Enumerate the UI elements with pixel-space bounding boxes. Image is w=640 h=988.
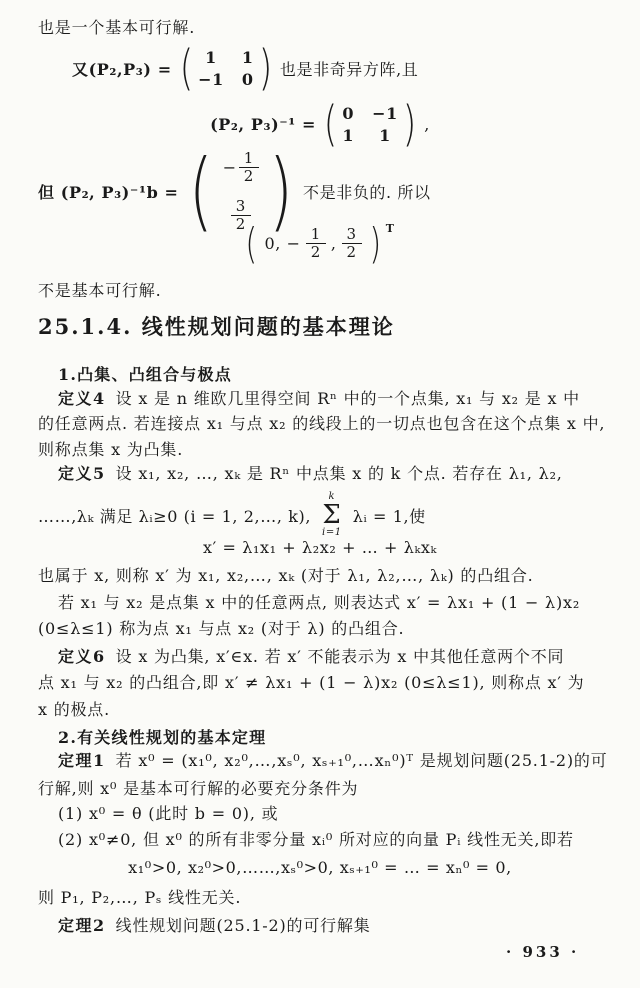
equation-lhs: 又(P₂,P₃) = — [72, 60, 172, 79]
paragraph-not-basic: 不是基本可行解. — [38, 281, 162, 300]
combo-paragraph-line-1: 若 x₁ 与 x₂ 是点集 x 中的任意两点, 则表达式 x′ = λx₁ + (1 − λ)x₂ — [58, 593, 581, 612]
definition-5-line-1 — [58, 464, 563, 484]
definition-5-line-3: 也属于 x, 则称 x′ 为 x₁, x₂,…, xₖ (对于 λ₁, λ₂,…, λₖ) 的凸组合. — [38, 566, 534, 585]
definition-4-label: 定义4 — [58, 389, 106, 408]
equation-lhs: 但 (P₂, P₃)⁻¹b = — [38, 183, 179, 202]
matrix-cell: 1 — [342, 126, 355, 145]
left-paren: ( — [179, 40, 194, 97]
equation-inverse-matrix — [0, 96, 640, 153]
matrix-2x2 — [177, 40, 275, 97]
tuple-text: 0, − — [264, 234, 301, 254]
matrix-cell: 1 — [241, 48, 254, 67]
fraction-numerator: 3 — [342, 226, 362, 244]
equation-text: x′ = λ₁x₁ + λ₂x₂ + … + λₖxₖ — [203, 538, 437, 557]
definition-6-text: 设 x 为凸集, x′∈x. 若 x′ 不能表示为 x 中其他任意两个不同 — [115, 647, 565, 666]
fraction-denominator: 2 — [310, 243, 321, 262]
definition-4-line-1 — [58, 389, 580, 409]
definition-4-text: 设 x 是 n 维欧几里得空间 Rⁿ 中的一个点集, x₁ 与 x₂ 是 x 中 — [115, 389, 580, 408]
fraction-denominator: 2 — [235, 214, 246, 233]
theorem-1-text: 若 x⁰ = (x₁⁰, x₂⁰,…,xₛ⁰, xₛ₊₁⁰,…xₙ⁰)ᵀ 是规划问题(25.1-2)的可 — [115, 751, 608, 770]
definition-5-text: 设 x₁, x₂, …, xₖ 是 Rⁿ 中点集 x 的 k 个点. 若存在 λ₁, λ₂, — [115, 464, 563, 483]
fraction-numerator: 1 — [239, 150, 259, 168]
theorem-1-item-1: (1) x⁰ = θ (此时 b = 0), 或 — [58, 804, 279, 823]
equation-after: 也是非奇异方阵,且 — [279, 60, 419, 79]
definition-5-label: 定义5 — [58, 464, 106, 483]
theorem-2-text: 线性规划问题(25.1-2)的可行解集 — [115, 916, 371, 935]
page-number: · 933 · — [506, 943, 580, 961]
matrix-cell: 0 — [241, 70, 254, 89]
matrix-cell: 0 — [342, 104, 355, 123]
matrix-cell: 1 — [205, 48, 217, 67]
summation-lower-limit: i=1 — [322, 527, 342, 538]
definition-4-line-3: 则称点集 x 为凸集. — [38, 440, 184, 459]
equation-text: x₁⁰>0, x₂⁰>0,……,xₛ⁰>0, xₛ₊₁⁰ = … = xₙ⁰ = 0, — [128, 858, 512, 877]
equation-lhs: (P₂, P₃)⁻¹ = — [210, 115, 317, 134]
equation-solution-tuple — [0, 219, 640, 268]
transpose-superscript: T — [385, 222, 395, 236]
fraction-numerator: 3 — [231, 198, 251, 216]
left-paren: ( — [188, 140, 213, 241]
minus-sign: − — [222, 158, 237, 178]
theorem-1-line-1 — [58, 751, 608, 771]
equation-after: 不是非负的. 所以 — [303, 183, 431, 202]
definition-4-line-2: 的任意两点. 若连接点 x₁ 与点 x₂ 的线段上的一切点也包含在这个点集 x 中, — [38, 414, 606, 433]
right-paren: ) — [369, 219, 382, 268]
theorem-1-item-2: (2) x⁰≠0, 但 x⁰ 的所有非零分量 xᵢ⁰ 所对应的向量 Pᵢ 线性无关,即若 — [58, 830, 574, 849]
right-paren: ) — [258, 40, 273, 97]
matrix-cell: 1 — [379, 126, 391, 145]
subsection-1-title: 1.凸集、凸组合与极点 — [58, 365, 232, 384]
fraction-denominator: 2 — [346, 243, 357, 262]
theorem-2-line — [58, 916, 371, 936]
equation-matrix-p2p3 — [72, 40, 419, 97]
fraction-numerator: 1 — [306, 226, 326, 244]
right-paren: ) — [268, 140, 294, 241]
section-heading: 25.1.4. 线性规划问题的基本理论 — [38, 314, 395, 339]
matrix-entries — [196, 48, 255, 89]
paragraph-basic-feasible: 也是一个基本可行解. — [38, 18, 196, 37]
equation-nonzero-components — [0, 858, 640, 877]
definition-5-line-2 — [38, 492, 426, 538]
theorem-1-line-3: 则 P₁, P₂,…, Pₛ 线性无关. — [38, 888, 242, 907]
fraction-denominator: 2 — [243, 167, 254, 186]
matrix-cell: −1 — [372, 104, 398, 123]
vector-entry — [223, 150, 259, 186]
equation-after: , — [424, 115, 430, 134]
definition-5-text: ……,λₖ 满足 λᵢ≥0 (i = 1, 2,…, k), — [38, 506, 312, 526]
theorem-2-label: 定理2 — [58, 916, 106, 935]
comma: , — [330, 234, 337, 254]
matrix-2x2 — [321, 96, 419, 153]
left-paren: ( — [244, 219, 258, 268]
sigma-icon: Σ — [322, 500, 342, 530]
subsection-2-title: 2.有关线性规划的基本定理 — [58, 728, 267, 747]
theorem-1-label: 定理1 — [58, 751, 106, 770]
right-paren: ) — [402, 96, 417, 153]
left-paren: ( — [323, 96, 338, 153]
summation-upper-limit: k — [328, 491, 336, 502]
fraction — [239, 150, 259, 186]
definition-6-label: 定义6 — [58, 647, 106, 666]
definition-5-text: λᵢ = 1,使 — [352, 506, 426, 526]
fraction — [342, 226, 362, 262]
theorem-1-line-2: 行解,则 x⁰ 是基本可行解的必要充分条件为 — [38, 779, 359, 798]
definition-6-line-2: 点 x₁ 与 x₂ 的凸组合,即 x′ ≠ λx₁ + (1 − λ)x₂ (0≤λ≤1), 则称点 x′ 为 — [38, 673, 585, 692]
definition-6-line-3: x 的极点. — [38, 700, 110, 719]
summation-symbol — [322, 492, 342, 538]
matrix-entries — [340, 104, 399, 145]
definition-6-line-1 — [58, 647, 564, 667]
equation-convex-combination — [0, 538, 640, 557]
combo-paragraph-line-2: (0≤λ≤1) 称为点 x₁ 与点 x₂ (对于 λ) 的凸组合. — [38, 619, 405, 638]
matrix-cell: −1 — [198, 70, 224, 89]
fraction — [306, 226, 326, 262]
